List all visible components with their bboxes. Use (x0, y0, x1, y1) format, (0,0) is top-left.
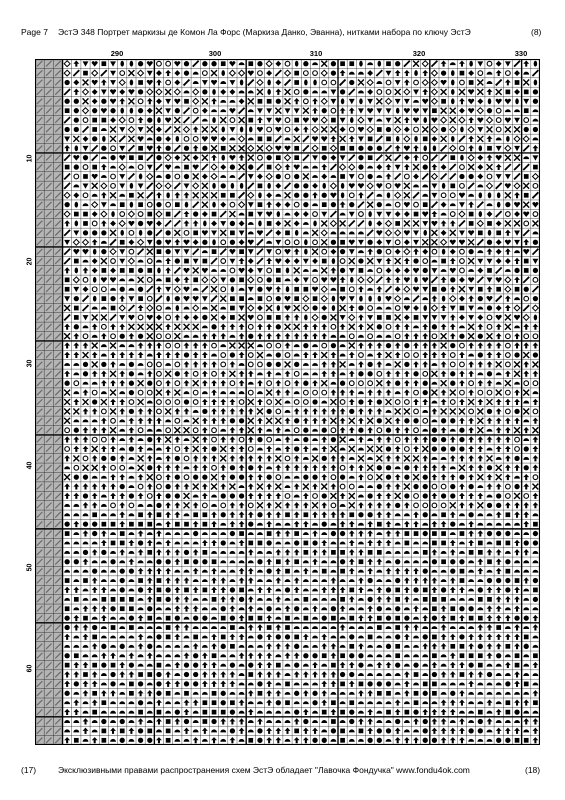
chart-title: ЭстЭ 348 Портрет маркизы де Комон Ла Форс (Маркиза Данко, Эванна), нитками набора по ключу ЭстЭ (58, 27, 471, 37)
row-label-10: 10 (26, 154, 34, 163)
row-label-20: 20 (26, 257, 34, 266)
column-label-310: 310 (309, 49, 323, 58)
cross-stitch-chart (35, 59, 540, 745)
column-label-290: 290 (110, 49, 124, 58)
column-label-330: 330 (514, 49, 528, 58)
column-label-300: 300 (208, 49, 222, 58)
row-label-50: 50 (26, 563, 34, 572)
footer-left-ref: (17) (21, 765, 37, 775)
stitch-symbols (37, 60, 539, 743)
row-label-30: 30 (26, 359, 34, 368)
footer-right-ref: (18) (525, 765, 541, 775)
page-ref: (8) (531, 27, 542, 37)
column-label-320: 320 (412, 49, 426, 58)
footer-credit: Эксклюзивными правами распространения схем ЭстЭ обладает "Лавочка Фондучка" www.fondu4ok.com (58, 765, 470, 775)
row-label-40: 40 (26, 461, 34, 470)
page-number: Page 7 (21, 27, 48, 37)
row-label-60: 60 (26, 664, 34, 673)
